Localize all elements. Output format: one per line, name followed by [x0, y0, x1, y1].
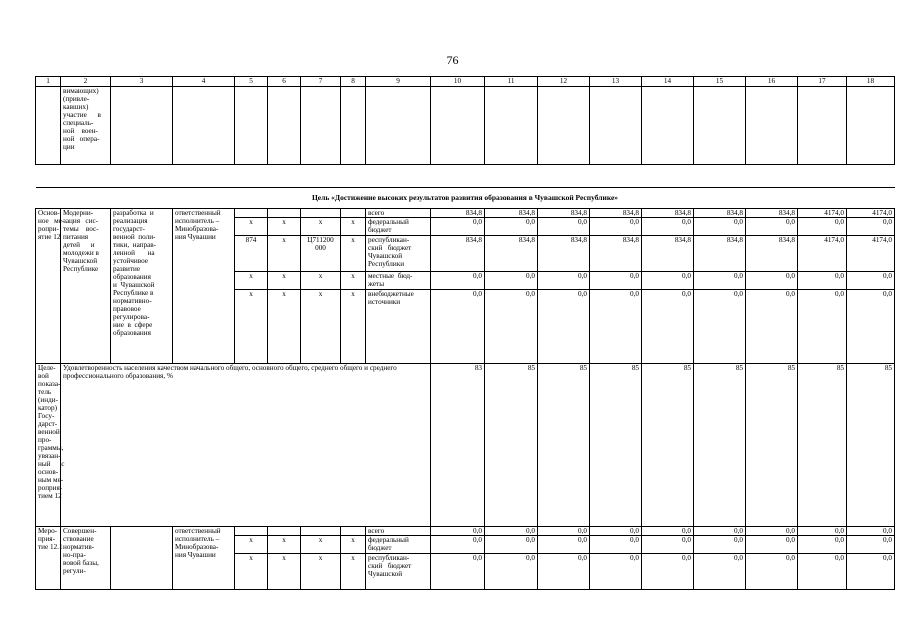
column-number: 12: [538, 77, 590, 87]
indicator-label: Целе- вой показа- тель (инди- катор) Госу- дарст- венной про- граммы, увязан- ный с основ- ным ме- роприя- тием 12: [36, 364, 61, 527]
amount-cell: 834,8: [431, 209, 485, 218]
amount-cell: 0,0: [538, 536, 590, 554]
code-cell: x: [341, 272, 366, 290]
table-cell: [36, 165, 895, 188]
amount-cell: 4174,0: [798, 236, 847, 272]
funding-source: федеральный бюджет: [366, 536, 431, 554]
amount-cell: 0,0: [590, 536, 642, 554]
code-cell: x: [341, 218, 366, 236]
amount-cell: 0,0: [746, 272, 798, 290]
amount-cell: 0,0: [642, 290, 694, 364]
amount-cell: 0,0: [798, 536, 847, 554]
event-code: Основ- ное ме- ропри- ятие 12: [36, 209, 61, 364]
page-number: 76: [446, 53, 459, 67]
amount-cell: 4174,0: [798, 209, 847, 218]
indicator-value: 85: [746, 364, 798, 527]
amount-cell: 0,0: [431, 527, 485, 536]
code-cell: x: [268, 536, 301, 554]
amount-cell: 0,0: [485, 536, 538, 554]
amount-cell: 0,0: [798, 218, 847, 236]
amount-cell: 834,8: [642, 209, 694, 218]
code-cell: x: [268, 218, 301, 236]
amount-cell: 0,0: [798, 272, 847, 290]
code-cell: x: [341, 554, 366, 590]
amount-cell: 0,0: [538, 272, 590, 290]
amount-cell: 0,0: [746, 554, 798, 590]
table-cell: [341, 87, 366, 165]
amount-cell: 0,0: [694, 272, 746, 290]
event-description: [111, 527, 173, 590]
amount-cell: 0,0: [847, 536, 895, 554]
funding-source: внебюджетные источники: [366, 290, 431, 364]
column-number: 5: [235, 77, 268, 87]
amount-cell: 0,0: [642, 272, 694, 290]
column-number: 1: [36, 77, 61, 87]
indicator-value: 85: [590, 364, 642, 527]
code-cell: [268, 527, 301, 536]
event-name: Модерни- зация сис- темы вос- питания детей и молодежи в Чувашской Республике: [61, 209, 111, 364]
funding-source: республикан- ский бюджет Чувашской Республики: [366, 236, 431, 272]
spacer-row: [36, 165, 895, 188]
code-cell: [301, 527, 341, 536]
column-number: 15: [694, 77, 746, 87]
funding-source: местные бюд- жеты: [366, 272, 431, 290]
funding-source: всего: [366, 209, 431, 218]
amount-cell: 0,0: [590, 554, 642, 590]
header-row: [36, 77, 895, 87]
indicator-text: Удовлетворенность населения качеством начального общего, основного общего, среднего общего и среднего профессионального образования, %: [61, 364, 431, 527]
amount-cell: 0,0: [642, 218, 694, 236]
amount-cell: 4174,0: [847, 209, 895, 218]
table-cell: [694, 87, 746, 165]
code-cell: x: [301, 218, 341, 236]
amount-cell: 0,0: [847, 290, 895, 364]
amount-cell: 834,8: [694, 209, 746, 218]
code-cell: x: [341, 236, 366, 272]
table-cell: [268, 87, 301, 165]
amount-cell: 0,0: [694, 290, 746, 364]
funding-source: республикан- ский бюджет Чувашской: [366, 554, 431, 590]
amount-cell: 0,0: [431, 536, 485, 554]
amount-cell: 0,0: [847, 272, 895, 290]
amount-cell: 0,0: [538, 290, 590, 364]
amount-cell: 834,8: [431, 236, 485, 272]
table-cell: [538, 87, 590, 165]
table-cell: [173, 87, 235, 165]
funding-source: всего: [366, 527, 431, 536]
amount-cell: 834,8: [746, 209, 798, 218]
code-cell: x: [301, 554, 341, 590]
column-number: 10: [431, 77, 485, 87]
continuation-row: [36, 87, 895, 165]
table-cell: [235, 87, 268, 165]
amount-cell: 0,0: [642, 554, 694, 590]
code-cell: [235, 527, 268, 536]
amount-cell: 0,0: [485, 554, 538, 590]
amount-cell: 0,0: [590, 272, 642, 290]
amount-cell: 0,0: [798, 554, 847, 590]
responsible-executor: ответственный исполнитель – Минобразова- ния Чувашии: [173, 209, 235, 364]
code-cell: x: [301, 536, 341, 554]
code-cell: x: [268, 236, 301, 272]
indicator-value: 85: [694, 364, 746, 527]
amount-cell: 834,8: [694, 236, 746, 272]
amount-cell: 0,0: [431, 290, 485, 364]
code-cell: x: [268, 272, 301, 290]
code-cell: [341, 209, 366, 218]
amount-cell: 834,8: [485, 209, 538, 218]
code-cell: [341, 527, 366, 536]
amount-cell: 0,0: [694, 527, 746, 536]
goal-title: Цель «Достижение высоких результатов развития образования в Чувашской Республике»: [36, 188, 895, 209]
amount-cell: 0,0: [694, 554, 746, 590]
amount-cell: 0,0: [798, 527, 847, 536]
code-cell: x: [301, 290, 341, 364]
column-number: 6: [268, 77, 301, 87]
amount-cell: 0,0: [538, 527, 590, 536]
column-number: 8: [341, 77, 366, 87]
amount-cell: 0,0: [746, 218, 798, 236]
amount-cell: 0,0: [485, 527, 538, 536]
column-number: 16: [746, 77, 798, 87]
amount-cell: 0,0: [538, 554, 590, 590]
code-cell: x: [301, 272, 341, 290]
amount-cell: 0,0: [485, 218, 538, 236]
indicator-value: 85: [642, 364, 694, 527]
amount-cell: 0,0: [746, 536, 798, 554]
amount-cell: 834,8: [538, 236, 590, 272]
column-number: 13: [590, 77, 642, 87]
amount-cell: 0,0: [485, 272, 538, 290]
amount-cell: 4174,0: [847, 236, 895, 272]
amount-cell: 0,0: [847, 218, 895, 236]
table-cell: [798, 87, 847, 165]
indicator-row: [36, 364, 895, 527]
event12-1-row: [36, 527, 895, 536]
amount-cell: 0,0: [485, 290, 538, 364]
amount-cell: 0,0: [590, 290, 642, 364]
amount-cell: 834,8: [590, 236, 642, 272]
indicator-value: 85: [485, 364, 538, 527]
code-cell: x: [235, 272, 268, 290]
indicator-value: 85: [538, 364, 590, 527]
event-code: Меро- прия- тие 12.1: [36, 527, 61, 590]
code-cell: Ц711200 000: [301, 236, 341, 272]
table-cell: [431, 87, 485, 165]
column-number: 9: [366, 77, 431, 87]
indicator-value: 83: [431, 364, 485, 527]
program-table: [35, 76, 895, 590]
table-cell: [847, 87, 895, 165]
table-cell: [746, 87, 798, 165]
table-cell: [590, 87, 642, 165]
amount-cell: 0,0: [590, 218, 642, 236]
amount-cell: 0,0: [538, 218, 590, 236]
code-cell: x: [235, 536, 268, 554]
event-description: разработка и реализация государст- венной поли- тики, направ- ленной на устойчивое развитие образования и Чувашской Республике в нормативно- правовое регулирова- ние в сфере образования: [111, 209, 173, 364]
funding-source: федеральный бюджет: [366, 218, 431, 236]
column-number: 17: [798, 77, 847, 87]
column-number: 11: [485, 77, 538, 87]
column-number: 4: [173, 77, 235, 87]
code-cell: [235, 209, 268, 218]
amount-cell: 0,0: [431, 218, 485, 236]
table-cell: [485, 87, 538, 165]
amount-cell: 0,0: [431, 272, 485, 290]
amount-cell: 834,8: [538, 209, 590, 218]
amount-cell: 834,8: [746, 236, 798, 272]
code-cell: x: [341, 290, 366, 364]
column-number: 2: [61, 77, 111, 87]
goal-row: [36, 188, 895, 209]
column-number: 7: [301, 77, 341, 87]
table-cell: [642, 87, 694, 165]
code-cell: x: [268, 290, 301, 364]
code-cell: [301, 209, 341, 218]
amount-cell: 0,0: [642, 536, 694, 554]
table-cell: [301, 87, 341, 165]
column-number: 14: [642, 77, 694, 87]
table-cell: [36, 87, 61, 165]
responsible-executor: ответственный исполнитель – Минобразова- ния Чувашии: [173, 527, 235, 590]
code-cell: x: [235, 554, 268, 590]
event-name: Совершен- ствование норматив- но-пра- вовой базы, регули-: [61, 527, 111, 590]
amount-cell: 0,0: [694, 536, 746, 554]
amount-cell: 0,0: [590, 527, 642, 536]
indicator-value: 85: [847, 364, 895, 527]
amount-cell: 834,8: [642, 236, 694, 272]
code-cell: 874: [235, 236, 268, 272]
indicator-value: 85: [798, 364, 847, 527]
event12-row: [36, 209, 895, 218]
code-cell: x: [235, 290, 268, 364]
amount-cell: 0,0: [847, 554, 895, 590]
amount-cell: 0,0: [431, 554, 485, 590]
amount-cell: 834,8: [590, 209, 642, 218]
amount-cell: 0,0: [746, 527, 798, 536]
continuation-text: вимающих) (привле- кавших) участие в специаль- ной воен- ной опера- ции: [61, 87, 111, 165]
column-number: 3: [111, 77, 173, 87]
code-cell: x: [235, 218, 268, 236]
code-cell: [268, 209, 301, 218]
amount-cell: 0,0: [694, 218, 746, 236]
code-cell: x: [268, 554, 301, 590]
amount-cell: 834,8: [485, 236, 538, 272]
code-cell: x: [341, 536, 366, 554]
column-number: 18: [847, 77, 895, 87]
amount-cell: 0,0: [642, 527, 694, 536]
table-cell: [111, 87, 173, 165]
table-cell: [366, 87, 431, 165]
amount-cell: 0,0: [798, 290, 847, 364]
amount-cell: 0,0: [847, 527, 895, 536]
amount-cell: 0,0: [746, 290, 798, 364]
